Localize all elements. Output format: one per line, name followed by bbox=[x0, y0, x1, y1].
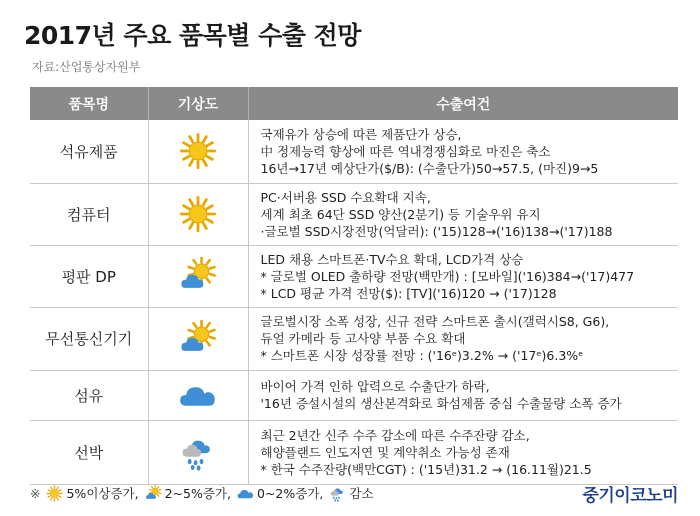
page-title: 2017년 주요 품목별 수출 전망 bbox=[24, 21, 361, 50]
condition-line: 듀얼 카메라 등 고사양 부품 수요 확대 bbox=[260, 331, 466, 346]
condition-line: * LCD 평균 가격 전망($): [TV]('16)120 → ('17)128 bbox=[260, 285, 557, 301]
weather-cell bbox=[148, 307, 248, 370]
condition-line: '16년 증설시설의 생산본격화로 화섬제품 중심 수출물량 소폭 증가 bbox=[260, 396, 622, 411]
header-item: 품목명 bbox=[30, 87, 148, 120]
condition-line: * 글로벌 OLED 출하량 전망(백만개) : [모바일]('16)384→('17)477 bbox=[260, 268, 635, 284]
legend-item bbox=[329, 484, 373, 502]
condition-line: * 스마트폰 시장 성장률 전망 : ('16ᵉ)3.2% → ('17ᵉ)6.3%ᵉ bbox=[260, 348, 584, 363]
legend-label: 5%이상증가, bbox=[66, 486, 139, 501]
legend-prefix: ※ bbox=[30, 485, 41, 501]
brand-logo: 중기이코노미 bbox=[582, 486, 678, 506]
condition-line: LED 채용 스마트폰·TV수요 확대, LCD가격 상승 bbox=[260, 251, 524, 267]
item-name: 석유제품 bbox=[30, 120, 148, 183]
header-weather: 기상도 bbox=[148, 87, 248, 120]
condition-line: 국제유가 상승에 따른 제품단가 상승, bbox=[260, 126, 462, 142]
legend-label: 0~2%증가, bbox=[256, 486, 324, 501]
legend-item bbox=[46, 484, 138, 502]
sunny-icon bbox=[179, 206, 217, 221]
condition-line: * 한국 수주잔량(백만CGT) : ('15년)31.2 → (16.11월)21.5 bbox=[260, 461, 592, 477]
export-conditions bbox=[248, 183, 678, 245]
rain-icon bbox=[329, 485, 349, 502]
legend-label: 감소 bbox=[349, 486, 374, 501]
sunny-icon bbox=[46, 485, 66, 502]
item-name: 컴퓨터 bbox=[30, 183, 148, 245]
export-conditions bbox=[248, 245, 678, 307]
export-conditions bbox=[248, 120, 678, 183]
condition-line: ·글로벌 SSD시장전망(억달러): ('15)128→('16)138→('17)188 bbox=[260, 223, 613, 239]
header-conditions: 수출여건 bbox=[248, 87, 678, 120]
item-name: 평판 DP bbox=[30, 245, 148, 307]
table-header-row bbox=[30, 87, 678, 120]
partly-cloudy-icon bbox=[145, 485, 165, 502]
weather-cell bbox=[148, 370, 248, 420]
item-name: 섬유 bbox=[30, 370, 148, 420]
table-row bbox=[30, 120, 678, 183]
export-conditions bbox=[248, 370, 678, 420]
item-name: 무선통신기기 bbox=[30, 307, 148, 370]
export-conditions bbox=[248, 420, 678, 484]
legend-item bbox=[145, 484, 231, 502]
table-row bbox=[30, 245, 678, 307]
export-outlook-table bbox=[30, 87, 678, 485]
condition-line: 中 정제능력 향상에 따른 역내경쟁심화로 마진은 축소 bbox=[260, 143, 551, 159]
legend bbox=[30, 484, 380, 502]
partly-cloudy-icon bbox=[179, 330, 217, 345]
legend-label: 2~5%증가, bbox=[164, 486, 231, 501]
export-conditions bbox=[248, 307, 678, 370]
table-row bbox=[30, 183, 678, 245]
weather-cell bbox=[148, 245, 248, 307]
weather-cell bbox=[148, 183, 248, 245]
condition-line: 세계 최초 64단 SSD 양산(2분기) 등 기술우위 유지 bbox=[260, 206, 541, 222]
condition-line: 글로벌시장 소폭 성장, 신규 전략 스마트폰 출시(갤럭시S8, G6), bbox=[260, 314, 610, 329]
sunny-icon bbox=[179, 143, 217, 158]
legend-item bbox=[237, 484, 323, 502]
condition-line: 해양플랜드 인도지연 및 계약취소 가능성 존재 bbox=[260, 444, 510, 460]
partly-cloudy-icon bbox=[179, 268, 217, 283]
condition-line: PC·서버용 SSD 수요확대 지속, bbox=[260, 189, 431, 205]
item-name: 선박 bbox=[30, 420, 148, 484]
condition-line: 최근 2년간 신주 수주 감소에 따른 수주잔량 감소, bbox=[260, 427, 530, 443]
table-row bbox=[30, 307, 678, 370]
cloudy-icon bbox=[179, 387, 217, 402]
rain-icon bbox=[179, 444, 217, 459]
source-note: 자료:산업통상자원부 bbox=[32, 60, 141, 74]
table-row bbox=[30, 420, 678, 484]
cloudy-icon bbox=[237, 485, 257, 502]
condition-line: 바이어 가격 인하 압력으로 수출단가 하락, bbox=[260, 379, 490, 394]
table-row bbox=[30, 370, 678, 420]
weather-cell bbox=[148, 120, 248, 183]
weather-cell bbox=[148, 420, 248, 484]
condition-line: 16년→17년 예상단가($/B): (수출단가)50→57.5, (마진)9→5 bbox=[260, 160, 599, 176]
